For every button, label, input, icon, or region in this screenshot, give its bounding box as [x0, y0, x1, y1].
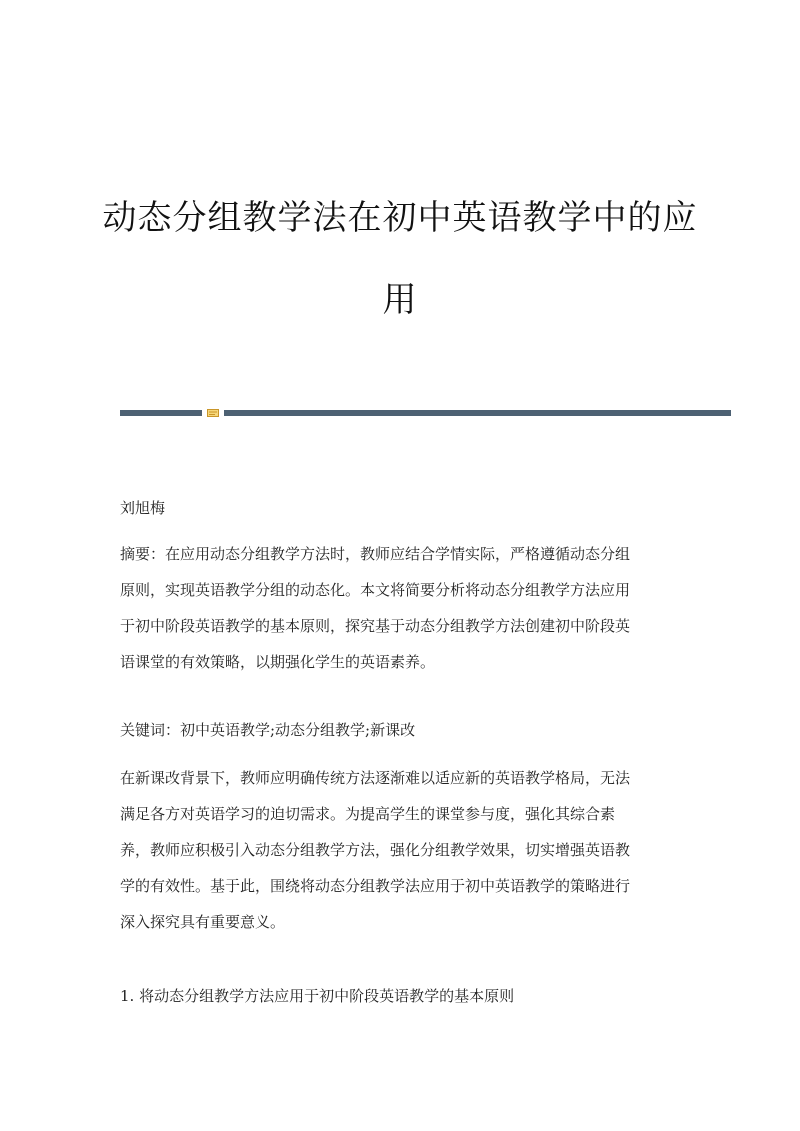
title-line-1: 动态分组教学法在初中英语教学中的应 — [102, 198, 698, 238]
title-line-2: 用 — [382, 280, 418, 320]
section-heading: 1. 将动态分组教学方法应用于初中阶段英语教学的基本原则 — [120, 987, 515, 1005]
keywords: 关键词：初中英语教学;动态分组教学;新课改 — [120, 721, 416, 739]
abstract-line: 原则，实现英语教学分组的动态化。本文将简要分析将动态分组教学方法应用 — [120, 581, 631, 599]
intro-line: 在新课改背景下，教师应明确传统方法逐渐难以适应新的英语教学格局，无法 — [120, 769, 631, 787]
abstract-line: 摘要：在应用动态分组教学方法时，教师应结合学情实际，严格遵循动态分组 — [120, 545, 631, 563]
intro-line: 养，教师应积极引入动态分组教学方法，强化分组教学效果，切实增强英语教 — [120, 841, 631, 859]
intro-line: 学的有效性。基于此，围绕将动态分组教学法应用于初中英语教学的策略进行 — [120, 877, 631, 895]
author-name: 刘旭梅 — [120, 499, 166, 517]
abstract-line: 语课堂的有效策略，以期强化学生的英语素养。 — [120, 653, 436, 671]
abstract-paragraph — [120, 536, 680, 680]
divider-bar-right — [224, 410, 731, 416]
intro-line: 深入探究具有重要意义。 — [120, 913, 286, 931]
intro-paragraph — [120, 760, 680, 940]
title-divider — [120, 409, 731, 417]
intro-line: 满足各方对英语学习的迫切需求。为提高学生的课堂参与度，强化其综合素 — [120, 805, 616, 823]
abstract-line: 于初中阶段英语教学的基本原则，探究基于动态分组教学方法创建初中阶段英 — [120, 617, 631, 635]
divider-doc-icon — [207, 409, 219, 417]
divider-bar-left — [120, 410, 202, 416]
